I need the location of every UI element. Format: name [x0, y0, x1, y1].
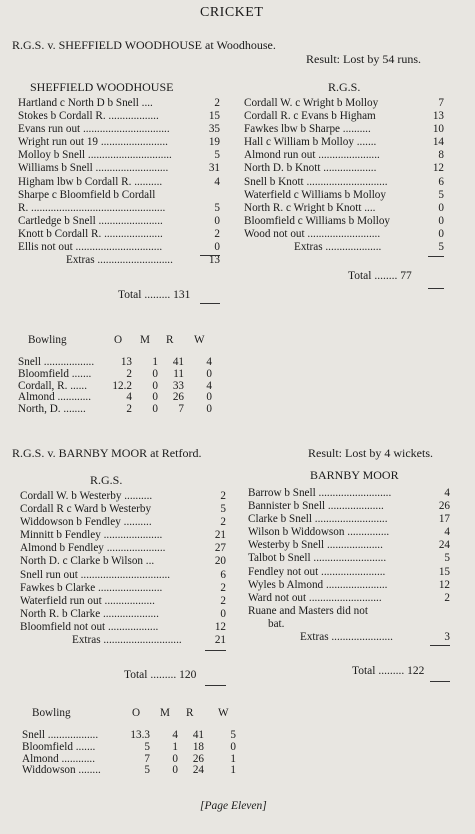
bowler-name: Widdowson ........ [22, 764, 101, 777]
match1-team2-name: R.G.S. [328, 80, 361, 94]
batting-row [20, 529, 226, 542]
runs-value: 19 [208, 136, 220, 149]
bowling-figure-w: 0 [230, 740, 236, 753]
match2-team2-batting [248, 487, 450, 644]
batsman-entry: Cordall W. c Wright b Molloy [244, 97, 379, 109]
match1-team1-total-rule [200, 303, 220, 304]
bowling-figure-r: 41 [192, 729, 204, 741]
runs-value: 5 [438, 188, 444, 201]
batsman-entry: Bloomfield not out .................. [20, 620, 159, 633]
runs-value: 20 [214, 555, 226, 568]
match2-result: Result: Lost by 4 wickets. [308, 446, 433, 460]
batsman-entry: Barrow b Snell .......................... [248, 487, 392, 499]
runs-value: 2 [220, 490, 226, 502]
batsman-entry: Extras ........................... [66, 254, 173, 267]
match1-team2-rule [428, 256, 444, 257]
batting-row [248, 618, 450, 631]
bowling-figure-r: 18 [192, 740, 204, 753]
runs-value: 13 [208, 254, 220, 267]
batting-row [248, 487, 450, 500]
match2-bowling [22, 706, 252, 777]
bowling-column-header: R [186, 707, 194, 719]
batsman-entry: Cordall R. c Evans b Higham [244, 110, 376, 123]
batting-row [20, 595, 226, 608]
bowling-column-header: O [132, 707, 141, 719]
batsman-entry: bat. [268, 617, 285, 630]
batsman-entry: Widdowson b Fendley .......... [20, 516, 152, 529]
bowling-figure-o: 5 [144, 740, 150, 753]
runs-value: 2 [220, 594, 226, 607]
total-value: 77 [400, 270, 412, 282]
bowling-figure-r: 33 [172, 379, 184, 392]
bowling-figure-m: 0 [152, 403, 158, 416]
runs-value: 0 [438, 201, 444, 214]
batting-row [18, 241, 220, 254]
batting-row [248, 579, 450, 592]
batting-row [20, 621, 226, 634]
batting-row [248, 631, 450, 644]
total-label: Total ......... [118, 289, 174, 301]
batting-row [248, 526, 450, 539]
batting-row [244, 215, 444, 228]
batsman-entry: Cartledge b Snell ....................... [18, 214, 163, 227]
batting-row [248, 539, 450, 552]
batsman-entry: Wilson b Widdowson ............... [248, 526, 390, 539]
batsman-entry: R. ................................................ [18, 201, 166, 214]
runs-value: 21 [214, 634, 226, 647]
runs-value: 21 [214, 529, 226, 542]
match2-team2-name: BARNBY MOOR [310, 468, 399, 482]
runs-value: 14 [432, 136, 444, 149]
batting-row [244, 189, 444, 202]
bowling-column-header: O [114, 334, 123, 346]
match2-team1-name: R.G.S. [90, 473, 123, 487]
total-value: 122 [407, 665, 425, 677]
batting-row [248, 566, 450, 579]
batting-row [244, 123, 444, 136]
batsman-entry: Clarke b Snell .......................... [248, 513, 388, 526]
bowling-figure-w: 0 [206, 403, 212, 416]
batsman-entry: North D. b Knott ................... [244, 162, 377, 175]
batting-row [18, 202, 220, 215]
match2-team2-total-rule [430, 681, 450, 682]
runs-value: 5 [214, 201, 220, 214]
runs-value: 26 [438, 500, 450, 513]
batting-row [244, 110, 444, 123]
match1-bowling [18, 333, 238, 416]
runs-value: 2 [214, 227, 220, 240]
batsman-entry: Higham lbw b Cordall R. .......... [18, 175, 163, 188]
batting-row [248, 513, 450, 526]
runs-value: 0 [214, 241, 220, 254]
bowling-figure-m: 1 [152, 356, 158, 368]
bowling-figure-o: 2 [126, 403, 132, 416]
runs-value: 6 [438, 175, 444, 188]
runs-value: 15 [208, 110, 220, 123]
bowling-figure-o: 13.3 [130, 729, 150, 741]
match1-team1-batting [18, 97, 220, 267]
bowling-figure-o: 13 [120, 356, 132, 368]
batsman-entry: Wright run out 19 ........................ [18, 136, 168, 149]
bowling-figure-o: 7 [144, 752, 150, 765]
match2-team1-total [124, 668, 196, 682]
bowling-column-header: W [194, 334, 205, 346]
bowling-figure-r: 41 [172, 356, 184, 368]
runs-value: 0 [220, 607, 226, 620]
batsman-entry: Snell run out ................................ [20, 568, 171, 581]
batsman-entry: North R. c Wright b Knott .... [244, 201, 376, 214]
bowling-figure-o: 2 [126, 367, 132, 380]
bowler-name: Snell .................. [18, 356, 95, 368]
runs-value: 17 [438, 513, 450, 526]
batsman-entry: Knott b Cordall R. ..................... [18, 227, 163, 240]
batting-row [244, 162, 444, 175]
match1-team2-total-rule [428, 288, 444, 289]
batting-row [20, 490, 226, 503]
total-label: Total ......... [352, 665, 408, 677]
batting-row [20, 569, 226, 582]
batting-row [248, 552, 450, 565]
total-label: Total ........ [348, 270, 401, 282]
runs-value: 2 [220, 581, 226, 594]
bowling-row [18, 369, 238, 381]
batsman-entry: Snell b Knott ............................. [244, 175, 388, 188]
bowling-row [22, 765, 252, 777]
bowling-figure-w: 4 [206, 356, 212, 368]
bowling-figure-r: 26 [192, 752, 204, 765]
page-title: CRICKET [200, 5, 264, 20]
batsman-entry: Sharpe c Bloomfield b Cordall [18, 188, 156, 201]
batting-row [20, 516, 226, 529]
bowler-name: Snell .................. [22, 729, 99, 741]
batsman-entry: North D. c Clarke b Wilson ... [20, 555, 155, 568]
bowling-column-header: M [160, 707, 170, 719]
match1-team2-batting [244, 97, 444, 254]
runs-value: 10 [432, 123, 444, 136]
bowler-name: Cordall, R. ...... [18, 379, 87, 392]
batsman-entry: Ellis not out ............................... [18, 241, 163, 254]
batting-row [20, 542, 226, 555]
runs-value: 24 [438, 539, 450, 552]
batsman-entry: Extras .................... [294, 241, 382, 254]
batsman-entry: Fawkes b Clarke ....................... [20, 581, 163, 594]
bowling-label: Bowling [32, 707, 71, 719]
batsman-entry: Minnitt b Fendley ..................... [20, 529, 163, 542]
batting-row [18, 176, 220, 189]
batting-row [20, 503, 226, 516]
runs-value: 5 [214, 149, 220, 162]
batting-row [18, 149, 220, 162]
match1-team1-name: SHEFFIELD WOODHOUSE [30, 80, 174, 94]
runs-value: 0 [438, 227, 444, 240]
batting-row [18, 215, 220, 228]
batsman-entry: Almond run out ...................... [244, 149, 380, 162]
bowling-figure-m: 0 [152, 367, 158, 380]
runs-value: 0 [438, 214, 444, 227]
batting-row [244, 97, 444, 110]
runs-value: 12 [438, 578, 450, 591]
batsman-entry: Wyles b Almond ...................... [248, 578, 388, 591]
bowling-label: Bowling [28, 334, 67, 346]
page-footer: [Page Eleven] [200, 800, 267, 812]
batsman-entry: Talbot b Snell .......................... [248, 552, 387, 565]
batsman-entry: Ruane and Masters did not [248, 604, 368, 617]
batting-row [20, 555, 226, 568]
match1-team2-total [348, 269, 412, 283]
batting-row [18, 189, 220, 202]
match2-team2-rule [430, 645, 450, 646]
batting-row [244, 149, 444, 162]
batting-row [20, 634, 226, 647]
runs-value: 4 [444, 487, 450, 499]
batting-row [244, 202, 444, 215]
match2-team1-rule [205, 650, 226, 651]
batsman-entry: North R. b Clarke .................... [20, 607, 159, 620]
bowling-figure-w: 0 [206, 367, 212, 380]
bowler-name: Bloomfield ....... [22, 740, 96, 753]
runs-value: 35 [208, 123, 220, 136]
batting-row [244, 241, 444, 254]
batting-row [18, 110, 220, 123]
runs-value: 2 [220, 516, 226, 529]
batting-row [244, 136, 444, 149]
runs-value: 27 [214, 542, 226, 555]
batting-row [244, 176, 444, 189]
batsman-entry: Hartland c North D b Snell .... [18, 97, 153, 109]
bowler-name: Almond ............ [18, 391, 92, 404]
batsman-entry: Evans run out ............................... [18, 123, 170, 136]
bowler-name: Almond ............ [22, 752, 96, 765]
batsman-entry: Fawkes lbw b Sharpe .......... [244, 123, 371, 136]
bowling-figure-w: 1 [230, 764, 236, 777]
batting-row [20, 582, 226, 595]
bowling-figure-m: 0 [152, 379, 158, 392]
match1-team1-total [118, 288, 190, 302]
runs-value: 5 [220, 503, 226, 516]
runs-value: 12 [432, 162, 444, 175]
batsman-entry: Waterfield c Williams b Molloy [244, 188, 386, 201]
bowling-figure-w: 0 [206, 391, 212, 404]
batsman-entry: Westerby b Snell .................... [248, 539, 383, 552]
batting-row [244, 228, 444, 241]
total-label: Total ......... [124, 669, 180, 681]
bowling-figure-o: 5 [144, 764, 150, 777]
bowling-header [18, 333, 238, 357]
batsman-entry: Extras ............................ [72, 634, 182, 647]
runs-value: 13 [432, 110, 444, 123]
match2-heading: R.G.S. v. BARNBY MOOR at Retford. [12, 446, 202, 460]
runs-value: 0 [214, 214, 220, 227]
bowling-row [18, 404, 238, 416]
batting-row [20, 608, 226, 621]
match1-team1-rule [200, 255, 220, 256]
batsman-entry: Bannister b Snell .................... [248, 500, 384, 513]
runs-value: 4 [214, 175, 220, 188]
bowling-figure-m: 0 [152, 391, 158, 404]
batting-row [18, 254, 220, 267]
bowling-header [22, 706, 252, 730]
runs-value: 31 [208, 162, 220, 175]
runs-value: 15 [438, 565, 450, 578]
total-value: 131 [173, 289, 191, 301]
bowling-figure-m: 0 [172, 752, 178, 765]
batsman-entry: Almond b Fendley ..................... [20, 542, 166, 555]
bowling-figure-w: 4 [206, 379, 212, 392]
bowling-figure-m: 1 [172, 740, 178, 753]
batsman-entry: Wood not out .......................... [244, 227, 381, 240]
match2-team2-total [352, 664, 424, 678]
runs-value: 5 [438, 241, 444, 254]
bowling-figure-o: 4 [126, 391, 132, 404]
runs-value: 12 [214, 620, 226, 633]
runs-value: 2 [214, 97, 220, 109]
bowling-figure-r: 24 [192, 764, 204, 777]
bowling-figure-m: 0 [172, 764, 178, 777]
bowling-column-header: W [218, 707, 229, 719]
bowler-name: North, D. ........ [18, 403, 86, 416]
batsman-entry: Williams b Snell .......................... [18, 162, 169, 175]
match2-team1-total-rule [205, 685, 226, 686]
bowling-figure-r: 11 [173, 367, 184, 380]
batting-row [18, 136, 220, 149]
match1-heading: R.G.S. v. SHEFFIELD WOODHOUSE at Woodhouse. [12, 38, 276, 52]
batsman-entry: Hall c William b Molloy ....... [244, 136, 377, 149]
bowling-figure-m: 4 [172, 729, 178, 741]
match1-result: Result: Lost by 54 runs. [306, 52, 422, 66]
batsman-entry: Cordall R c Ward b Westerby [20, 503, 152, 516]
batsman-entry: Cordall W. b Westerby .......... [20, 490, 153, 502]
batsman-entry: Ward not out .......................... [248, 591, 382, 604]
batsman-entry: Waterfield run out .................. [20, 594, 155, 607]
runs-value: 6 [220, 568, 226, 581]
batsman-entry: Bloomfield c Williams b Molloy [244, 214, 391, 227]
bowling-row [22, 742, 252, 754]
batting-row [248, 605, 450, 618]
runs-value: 5 [444, 552, 450, 565]
bowling-figure-w: 1 [230, 752, 236, 765]
runs-value: 2 [444, 591, 450, 604]
batsman-entry: Fendley not out ....................... [248, 565, 386, 578]
bowling-figure-o: 12.2 [112, 379, 132, 392]
batting-row [18, 123, 220, 136]
batsman-entry: Molloy b Snell .............................. [18, 149, 172, 162]
batsman-entry: Extras ...................... [300, 631, 393, 644]
runs-value: 8 [438, 149, 444, 162]
batting-row [18, 228, 220, 241]
total-value: 120 [179, 669, 197, 681]
bowler-name: Bloomfield ....... [18, 367, 92, 380]
runs-value: 3 [444, 631, 450, 644]
batting-row [18, 162, 220, 175]
match2-team1-batting [20, 490, 226, 647]
bowling-column-header: R [166, 334, 174, 346]
bowling-figure-w: 5 [230, 729, 236, 741]
bowling-figure-r: 26 [172, 391, 184, 404]
batting-row [248, 500, 450, 513]
bowling-column-header: M [140, 334, 150, 346]
bowling-figure-r: 7 [178, 403, 184, 416]
batting-row [248, 592, 450, 605]
runs-value: 7 [438, 97, 444, 109]
runs-value: 4 [444, 526, 450, 539]
batsman-entry: Stokes b Cordall R. .................. [18, 110, 159, 123]
batting-row [18, 97, 220, 110]
